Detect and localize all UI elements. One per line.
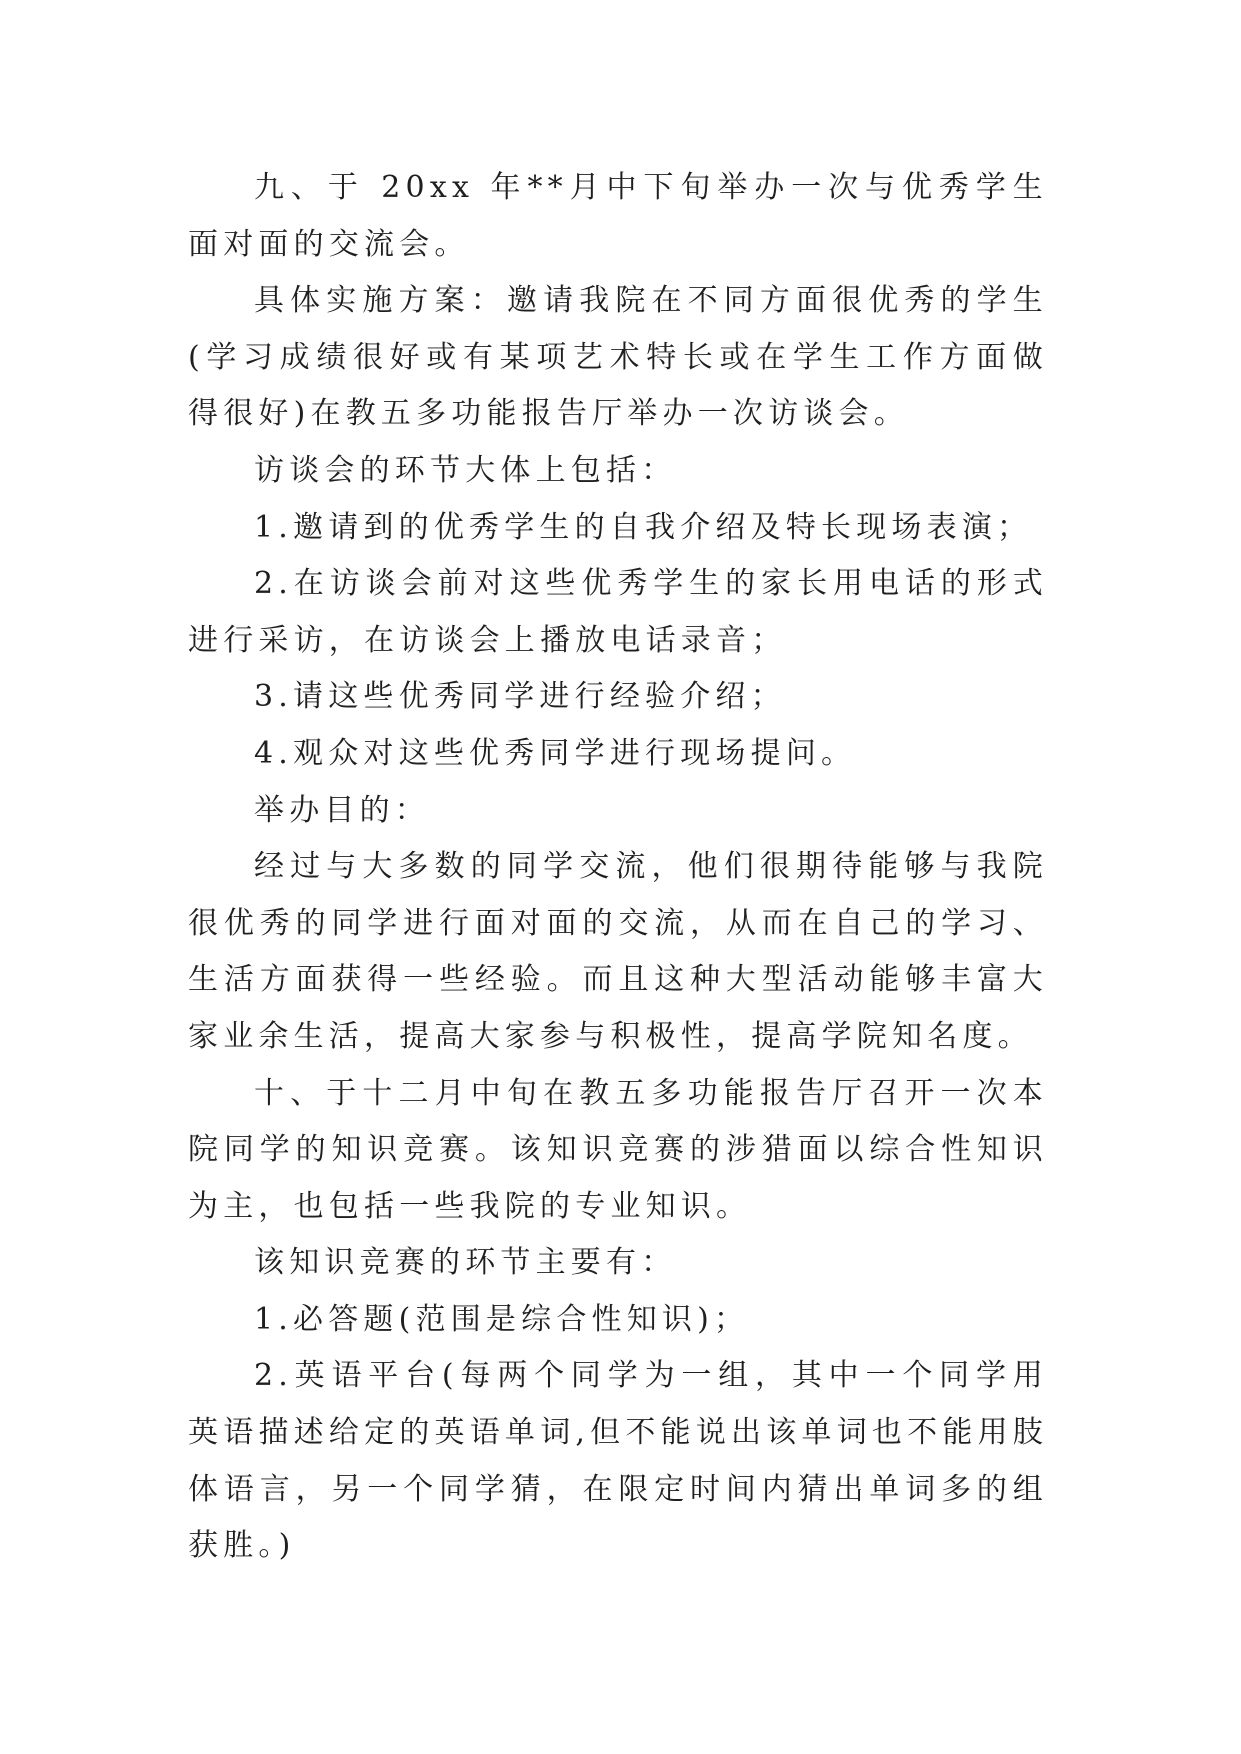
paragraph-9-heading: 九、于 20xx 年**月中下旬举办一次与优秀学生面对面的交流会。	[188, 170, 1048, 262]
list-item: 1.邀请到的优秀学生的自我介绍及特长现场表演；	[254, 509, 1033, 545]
paragraph-implementation-plan: 具体实施方案：邀请我院在不同方面很优秀的学生(学习成绩很好或有某项艺术特长或在学生工作方面做得很好)在教五多功能报告厅举办一次访谈会。	[188, 283, 1048, 432]
paragraph-quiz-steps-intro: 该知识竞赛的环节主要有：	[254, 1245, 677, 1281]
list-item: 1.必答题(范围是综合性知识)；	[254, 1301, 750, 1337]
list-item: 2.英语平台(每两个同学为一组，其中一个同学用英语描述给定的英语单词,但不能说出该单词也不能用肢体语言，另一个同学猜，在限定时间内猜出单词多的组获胜。)	[188, 1358, 1048, 1564]
paragraph-purpose-body: 经过与大多数的同学交流，他们很期待能够与我院很优秀的同学进行面对面的交流，从而在自己的学习、生活方面获得一些经验。而且这种大型活动能够丰富大家业余生活，提高大家参与积极性，提高学院知名度。	[188, 849, 1048, 1054]
document-body	[188, 160, 1048, 1575]
list-item: 2.在访谈会前对这些优秀学生的家长用电话的形式进行采访，在访谈会上播放电话录音；	[188, 566, 1048, 658]
paragraph-interview-steps-intro: 访谈会的环节大体上包括：	[254, 452, 677, 488]
list-item: 3.请这些优秀同学进行经验介绍；	[254, 679, 786, 715]
paragraph-10-heading: 十、于十二月中旬在教五多功能报告厅召开一次本院同学的知识竞赛。该知识竞赛的涉猎面以综合性知识为主，也包括一些我院的专业知识。	[188, 1075, 1048, 1224]
list-item: 4.观众对这些优秀同学进行现场提问。	[254, 735, 857, 771]
paragraph-purpose-heading: 举办目的：	[254, 792, 430, 828]
